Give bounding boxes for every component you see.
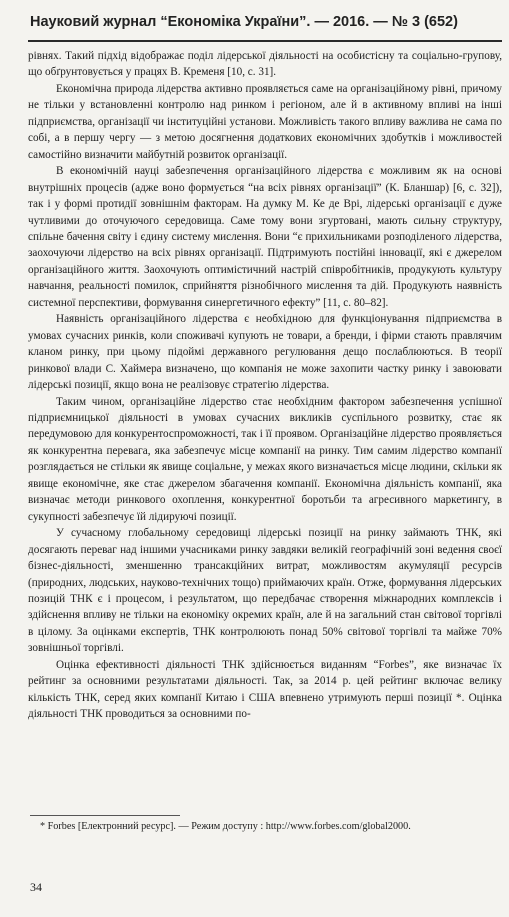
footnote-rule — [30, 815, 180, 816]
article-body — [28, 48, 502, 723]
paragraph-5: Таким чином, організаційне лідерство стає необхідним фактором забезпечення успішної підприємницької діяльності в умовах сучасних викликів суспільного розвитку, стає як передумовою для конкурентоспроможності, так і її проявом. Організаційне лідерство проявляється як конкурентна перевага, яка забезпечує місце компанії на ринку. Тим самим лідерство компанії розглядається не стільки як явище соціальне, у межах якого визначається місце людини, скільки як явище економічне, яке стає джерелом збагачення компанії. Економічна діяльність компанії, яка визначає методи ринкового охоплення, конкурентної боротьби та агресивного маркетингу, в сукупності забезпечує їй лідируючі позиції. — [28, 395, 502, 523]
footnote: * Forbes [Електронний ресурс]. — Режим доступу : http://www.forbes.com/global2000. — [40, 821, 411, 832]
paragraph-6: У сучасному глобальному середовищі лідерські позиції на ринку займають ТНК, які досягають переваг над іншими учасниками ринку завдяки великій географічній зоні ведення своєї бізнес-діяльності, зменшенню трансакційних витрат, можливостям акумуляції ресурсів (природних, людських, науково-технічних тощо) приймаючих країн. Отже, формування лідерських позицій ТНК є і процесом, і результатом, що передбачає створення міжнародних комплексів і здійснення впливу не тільки на економіку окремих країн, але й на загальний стан світової торгівлі в цілому. За оцінками експертів, ТНК контролюють понад 50% світової торгівлі та майже 70% зовнішньої торгівлі. — [28, 527, 502, 655]
paragraph-2: Економічна природа лідерства активно проявляється саме на організаційному рівні, причому не тільки у встановленні контролю над ринком і регіоном, але й в активному впливі на інші підприємства, організації чи інституційні установи. Можливість такого впливу важлива не сама по собі, а в першу чергу — з метою досягнення додаткових економічних здобутків і можливостей самостійно визначити майбутній розвиток організації. — [28, 82, 502, 161]
paragraph-3: В економічній науці забезпечення організаційного лідерства є можливим як на основі внутрішніх процесів (адже воно формується “на всіх рівнях організації” (К. Бланшар) [6, с. 32]), так і у формі протидії зовнішнім факторам. На думку М. Ке де Врі, лідерські організації є дуже чутливими до оточуючого середовища. Саме тому вони згуртовані, мають сильну структуру, спільне бачення світу і єдину систему мислення. Вони “є прихильниками розподіленого лідерства, заохочуючи лідерство на всіх рівнях організації. Підтримують постійні інновації, які є джерелом організаційного життя. Заохочують оптимістичний настрій співробітників, продукують культуру навчання, реальності помилок, сприйняття різнобічного мислення та дій. Продукують наявність системної перспективи, формування синергетичного ефекту” [11, с. 80–82]. — [28, 165, 502, 309]
page-number: 34 — [30, 880, 42, 894]
running-header: Науковий журнал “Економіка України”. — 2016. — № 3 (652) — [30, 14, 458, 30]
paragraph-1: рівнях. Такий підхід відображає поділ лідерської діяльності на особистісну та соціально-групову, що обґрунтовується у працях В. Кременя [10, с. 31]. — [28, 50, 502, 79]
paragraph-4: Наявність організаційного лідерства є необхідною для функціонування підприємства в умовах сучасних ринків, коли споживачі купують не товари, а бренди, і фірми стають правлячим кланом ринку, при цьому підоймі державного регулювання дещо послаблюються. В теорії ринкової влади С. Хаймера визначено, що компанія не може захопити частку ринку і завоювати лідерські позиції, якщо вона не реалізовує стратегію лідерства. — [28, 313, 502, 392]
header-rule — [28, 40, 502, 42]
paragraph-7: Оцінка ефективності діяльності ТНК здійснюється виданням “Forbes”, яке визначає їх рейтинг за основними результатами діяльності. Так, за 2014 р. цей рейтинг включає велику кількість ТНК, серед яких компанії Китаю і США впевнено утримують перші позиції *. Оцінка діяльності ТНК проводиться за основними по- — [28, 658, 502, 721]
